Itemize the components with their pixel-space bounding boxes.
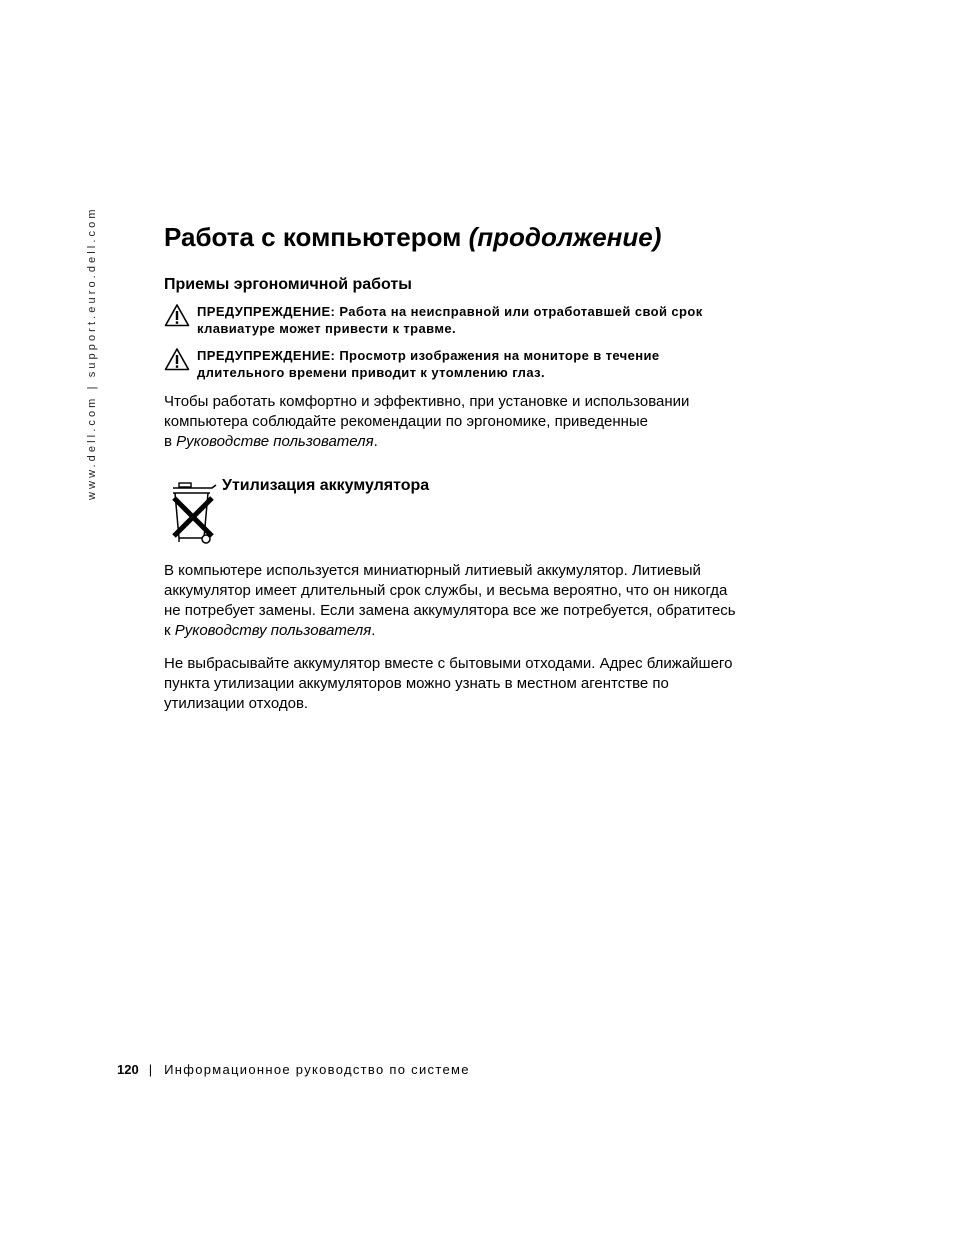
warning-keyboard xyxy=(164,303,784,337)
warning-line: длительного времени приводит к утомлению глаз. xyxy=(197,365,546,380)
text-line: к Руководству пользователя. xyxy=(164,622,376,639)
text-line: в Руководстве пользователя. xyxy=(164,433,378,450)
text-line: В компьютере используется миниатюрный литиевый аккумулятор. Литиевый xyxy=(164,562,701,579)
users-guide-ref: Руководству пользователя xyxy=(174,622,372,639)
title-main: Работа с компьютером xyxy=(164,222,462,252)
battery-paragraph-1 xyxy=(164,561,779,641)
text-line: аккумулятор имеет длительный срок службы, и весьма вероятно, что он никогда xyxy=(164,582,728,599)
warning-label: ПРЕДУПРЕЖДЕНИЕ: xyxy=(197,304,336,319)
footer-title: Информационное руководство по системе xyxy=(164,1062,470,1077)
text-line: пункта утилизации аккумуляторов можно узнать в местном агентстве по xyxy=(164,675,669,692)
page-number: 120 xyxy=(117,1062,139,1077)
warning-text xyxy=(197,347,784,381)
warning-icon xyxy=(164,303,190,327)
warning-line: клавиатуре может привести к травме. xyxy=(197,321,456,336)
page-footer xyxy=(117,1062,470,1077)
ergonomics-paragraph xyxy=(164,392,779,452)
text-line: Чтобы работать комфортно и эффективно, при установке и использовании xyxy=(164,393,690,410)
warning-line: Работа на неисправной или отработавшей свой срок xyxy=(339,304,703,319)
warning-monitor xyxy=(164,347,784,381)
warning-icon xyxy=(164,347,190,371)
crossed-bin-icon xyxy=(170,480,222,546)
battery-paragraph-2 xyxy=(164,654,779,714)
warning-label: ПРЕДУПРЕЖДЕНИЕ: xyxy=(197,348,336,363)
page-title xyxy=(164,222,661,253)
warning-line: Просмотр изображения на мониторе в течение xyxy=(339,348,660,363)
text-line: Не выбрасывайте аккумулятор вместе с бытовыми отходами. Адрес ближайшего xyxy=(164,655,733,672)
title-continued: (продолжение) xyxy=(468,222,662,252)
ergonomics-heading: Приемы эргономичной работы xyxy=(164,276,412,293)
footer-separator: | xyxy=(148,1062,153,1077)
text-line: утилизации отходов. xyxy=(164,695,309,712)
users-guide-ref: Руководстве пользователя xyxy=(176,433,374,450)
text-line: компьютера соблюдайте рекомендации по эргономике, приведенные xyxy=(164,413,649,430)
battery-heading: Утилизация аккумулятора xyxy=(222,477,430,494)
text-line: не потребует замены. Если замена аккумулятора все же потребуется, обратитесь xyxy=(164,602,736,619)
side-url: www.dell.com | support.euro.dell.com xyxy=(86,206,98,500)
warning-text xyxy=(197,303,784,337)
